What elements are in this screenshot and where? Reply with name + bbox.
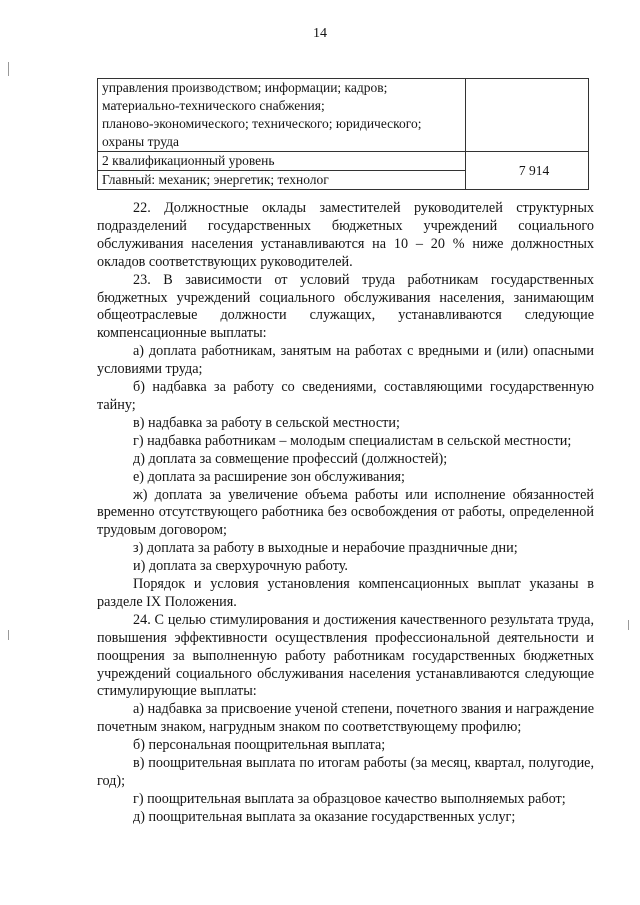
paragraph: е) доплата за расширение зон обслуживания; (133, 468, 405, 485)
paragraph: а) доплата работникам, занятым на работах с вредными и (или) опасными условиями труда; (97, 343, 594, 378)
table-cell-level: 2 квалификационный уровень (98, 152, 466, 171)
paragraph: д) доплата за совмещение профессий (должностей); (133, 450, 448, 467)
paragraph: в) надбавка за работу в сельской местности; (133, 414, 400, 431)
table-cell-line: планово-экономического; технического; юридического; (102, 116, 422, 131)
paragraph: ж) доплата за увеличение объема работы или исполнение обязанностей временно отсутствующего работника без освобождения от работы, определенной трудовым договором; (97, 486, 594, 539)
paragraph: Порядок и условия установления компенсационных выплат указаны в разделе IX Положения. (97, 576, 594, 610)
table-cell-salary: 7 914 (466, 152, 589, 190)
paragraph: 23. В зависимости от условий труда работникам государственных бюджетных учреждений социального обслуживания населения, занимающим общеотраслевые должности служащих, устанавливаются следующие компенсационные выплаты: (97, 271, 594, 342)
page-number: 14 (313, 26, 327, 41)
qualification-table (97, 78, 589, 190)
paragraph: в) поощрительная выплата по итогам работы (за месяц, квартал, полугодие, год); (97, 755, 594, 789)
paragraph: б) надбавка за работу со сведениями, составляющими государственную тайну; (97, 379, 594, 413)
scan-margin-mark (8, 62, 9, 76)
document-body (97, 200, 594, 827)
paragraph: а) надбавка за присвоение ученой степени, почетного звания и награждение почетным знаком, нагрудным знаком по соответствующему профилю; (97, 701, 594, 736)
paragraph: и) доплата за сверхурочную работу. (133, 558, 348, 575)
table-row (98, 79, 589, 152)
table-cell-line: материально-технического снабжения; (102, 98, 325, 113)
paragraph: д) поощрительная выплата за оказание государственных услуг; (133, 808, 516, 825)
table-cell-positions: Главный: механик; энергетик; технолог (98, 171, 466, 190)
paragraph: г) надбавка работникам – молодым специалистам в сельской местности; (133, 432, 572, 449)
table-cell-positions (98, 79, 466, 152)
paragraph: г) поощрительная выплата за образцовое качество выполняемых работ; (133, 790, 566, 807)
paragraph: 22. Должностные оклады заместителей руководителей структурных подразделений государственных бюджетных учреждений социального обслуживания населения устанавливаются на 10 – 20 % ниже должностных окладов соответствующих руководителей. (97, 200, 594, 270)
table-row (98, 152, 589, 171)
table-cell-line: охраны труда (102, 134, 179, 149)
table-cell-line: управления производством; информации; кадров; (102, 80, 388, 95)
scan-margin-mark (628, 620, 629, 630)
paragraph: 24. С целью стимулирования и достижения качественного результата труда, повышения эффективности осуществления профессиональной деятельности и поощрения за выполненную работу работникам государственных бюджетных учреждений социального обслуживания населения устанавливаются следующие стимулирующие выплаты: (97, 611, 594, 700)
table-cell-salary-empty (466, 79, 589, 152)
scan-margin-mark (8, 630, 9, 640)
paragraph: б) персональная поощрительная выплата; (133, 737, 386, 754)
paragraph: з) доплата за работу в выходные и нерабочие праздничные дни; (133, 540, 518, 557)
